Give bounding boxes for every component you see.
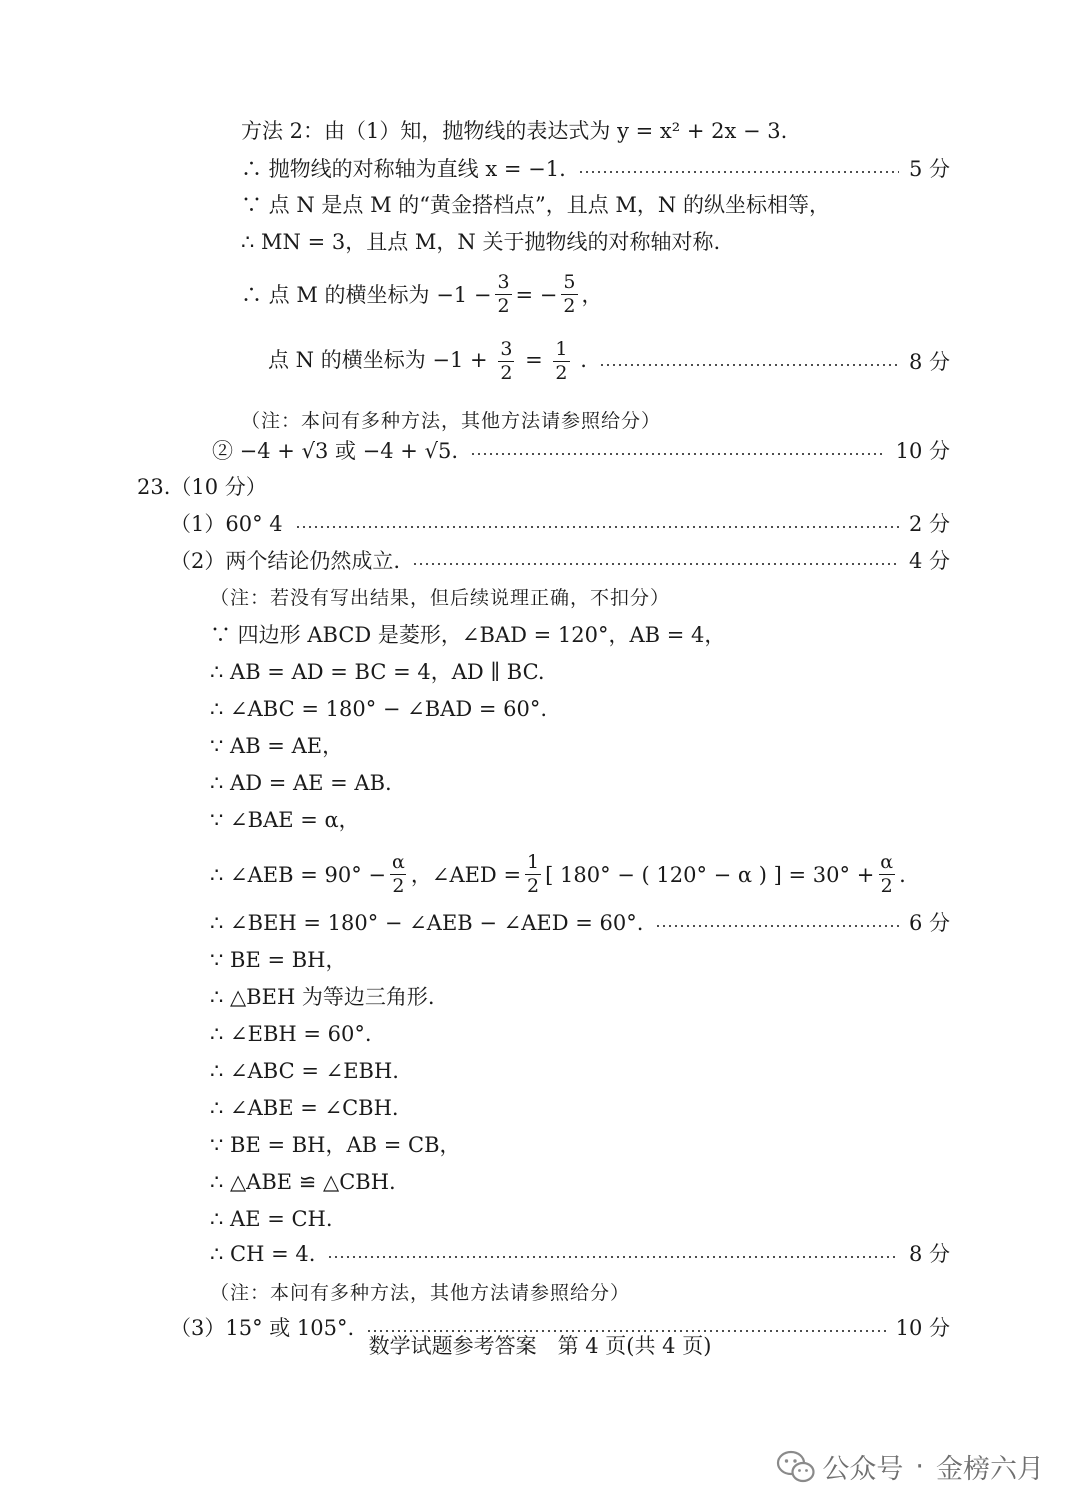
line-text: ∵ BE = BH，AB = CB， (210, 1133, 461, 1157)
line-text: （3）15° 或 105°. (170, 1316, 355, 1340)
denominator: 2 (880, 875, 893, 897)
note-text: （注：若没有写出结果，但后续说理正确，不扣分） (210, 587, 671, 609)
line-text: ∴ ∠BEH = 180° − ∠AEB − ∠AED = 60°. (210, 911, 644, 935)
line-text: ∵ ∠BAE = α， (210, 808, 360, 832)
line-angle-aeb (210, 852, 906, 897)
answer-line (210, 770, 392, 796)
score-label: 10 分 (895, 439, 950, 463)
line-text-part: . (580, 348, 587, 372)
score-label: 8 分 (908, 349, 950, 374)
answer-line (210, 696, 547, 722)
leader-dots (470, 453, 886, 455)
wechat-icon (776, 1450, 816, 1484)
score-label: 2 分 (908, 512, 950, 536)
numerator: α (880, 851, 894, 873)
score-label: 10 分 (895, 1316, 950, 1340)
line-text: ∴ AB = AD = BC = 4，AD ∥ BC. (210, 660, 545, 684)
line-text: ∴ ∠ABC = ∠EBH. (210, 1059, 399, 1083)
line-text: ② −4 + √3 或 −4 + √5. (212, 439, 458, 463)
answer-line (210, 947, 347, 973)
line-text: 方法 2：由（1）知，抛物线的表达式为 y = x² + 2x − 3. (241, 119, 788, 143)
answer-line (210, 733, 343, 759)
denominator: 2 (497, 295, 510, 317)
score-label: 8 分 (908, 1242, 950, 1266)
score-label: 4 分 (908, 549, 950, 573)
answer-line (241, 118, 787, 144)
answer-line (210, 1280, 630, 1306)
line-text: ∴ ∠EBH = 60°. (210, 1022, 372, 1046)
answer-line (212, 438, 950, 464)
leader-dots (655, 925, 899, 927)
leader-dots (412, 563, 899, 565)
answer-line (210, 1132, 461, 1158)
line-text: ，∠AED = (410, 862, 522, 887)
line-text: . (899, 862, 906, 887)
score-label: 5 分 (908, 157, 950, 181)
numerator: α (392, 851, 405, 873)
denominator: 2 (563, 295, 576, 317)
line-text: （2）两个结论仍然成立. (170, 549, 401, 573)
answer-line (210, 1058, 399, 1084)
line-text: ∵ AB = AE， (210, 734, 344, 758)
answer-line (210, 585, 670, 611)
answer-line (210, 1206, 333, 1232)
line-text: ∵ 点 N 是点 M 的“黄金搭档点”，且点 M，N 的纵坐标相等， (241, 193, 830, 217)
answer-line (241, 229, 720, 255)
line-n-x-coordinate (268, 339, 950, 384)
line-m-x-coordinate (241, 272, 603, 317)
numerator: 5 (563, 271, 576, 293)
line-text: ∴ AD = AE = AB. (210, 771, 392, 795)
fraction (561, 272, 577, 317)
line-text: ∴ 抛物线的对称轴为直线 x = −1. (241, 157, 566, 181)
answer-line (210, 1241, 950, 1267)
score-label: 6 分 (908, 911, 950, 935)
answer-line (210, 807, 360, 833)
leader-dots (599, 364, 899, 366)
watermark (776, 1447, 1044, 1486)
numerator: 1 (555, 338, 568, 360)
line-text-part: = (525, 348, 543, 372)
answer-line (210, 984, 435, 1010)
line-text: ∴ ∠AEB = 90° − (210, 862, 386, 887)
line-text: ∵ BE = BH， (210, 948, 347, 972)
answer-line (210, 1095, 399, 1121)
denominator: 2 (500, 362, 513, 384)
answer-line (210, 1021, 372, 1047)
answer-line (137, 474, 267, 500)
numerator: 3 (497, 271, 510, 293)
line-text: ∴ CH = 4. (210, 1242, 316, 1266)
answer-line (170, 511, 950, 537)
line-text: ∴ △BEH 为等边三角形. (210, 985, 435, 1009)
fraction (390, 852, 407, 897)
line-text: ∴ AE = CH. (210, 1207, 333, 1231)
fraction (495, 272, 511, 317)
fraction (553, 339, 569, 384)
denominator: 2 (392, 875, 405, 897)
line-text: ∴ MN = 3，且点 M，N 关于抛物线的对称轴对称. (241, 230, 721, 254)
answer-line (170, 548, 950, 574)
line-text-part: 点 N 的横坐标为 −1 + (268, 348, 488, 372)
fraction (498, 339, 514, 384)
line-text: ∴ ∠ABE = ∠CBH. (210, 1096, 399, 1120)
leader-dots (295, 526, 899, 528)
denominator: 2 (527, 875, 540, 897)
fraction (878, 852, 895, 897)
leader-dots (327, 1256, 899, 1258)
answer-line (210, 622, 725, 648)
line-text: （1）60° 4 (170, 512, 283, 536)
line-text: ∵ 四边形 ABCD 是菱形，∠BAD = 120°，AB = 4， (210, 623, 726, 647)
answer-line (210, 659, 545, 685)
answer-line (241, 192, 830, 218)
numerator: 1 (527, 851, 540, 873)
answer-line (241, 156, 950, 182)
note-text: （注：本问有多种方法，其他方法请参照给分） (210, 1282, 631, 1304)
note-text: （注：本问有多种方法，其他方法请参照给分） (241, 410, 662, 432)
line-text: ， (581, 282, 603, 307)
line-text: 23.（10 分） (137, 475, 267, 499)
line-text: = − (515, 282, 558, 307)
fraction (525, 852, 541, 897)
denominator: 2 (555, 362, 568, 384)
line-text: ∴ 点 M 的横坐标为 −1 − (241, 282, 492, 307)
watermark-name: 金榜六月 (936, 1454, 1044, 1485)
leader-dots (578, 171, 899, 173)
line-text: ∴ ∠ABC = 180° − ∠BAD = 60°. (210, 697, 548, 721)
answer-line (210, 1169, 396, 1195)
watermark-separator: · (915, 1451, 924, 1482)
line-text: ∴ △ABE ≌ △CBH. (210, 1170, 396, 1194)
page-footer: 数学试题参考答案 第 4 页(共 4 页) (368, 1334, 712, 1358)
line-text: [ 180° − ( 120° − α ) ] = 30° + (545, 862, 875, 887)
watermark-label: 公众号 (822, 1454, 904, 1485)
answer-line (241, 408, 661, 434)
numerator: 3 (500, 338, 513, 360)
line-text (268, 339, 587, 384)
answer-line (210, 910, 950, 936)
